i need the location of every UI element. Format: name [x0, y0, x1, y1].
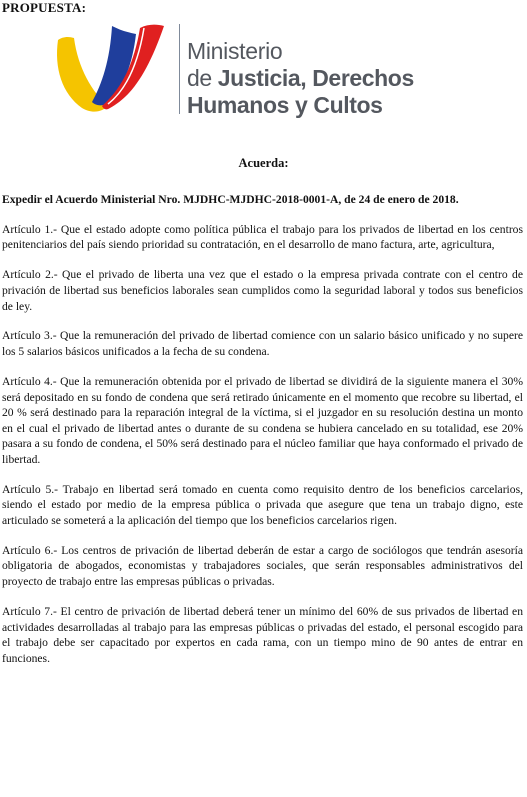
logo-divider [179, 24, 180, 114]
article-5: Artículo 5.- Trabajo en libertad será tomado en cuenta como requisito dentro de los beneficios carcelarios, siendo el estado por medio de la empresa pública o privada que asegure que tena un trabajo digno, este articulado se someterá a la aplicación del tiempo que los beneficios carcelarios rigen. [2, 482, 523, 527]
ministry-line-1: Ministerio [187, 38, 283, 64]
ministry-line-2-prefix: de [187, 65, 218, 91]
document-body [2, 192, 523, 681]
article-7: Artículo 7.- El centro de privación de libertad deberá tener un mínimo del 60% de sus privados de libertad en actividades desarrolladas al trabajo para las empresas públicas o privadas del estado, el personal escogido para el trabajo debe ser capacitado por expertos en cada rama, con un tiempo mino de 90 antes de entrar en funciones. [2, 604, 523, 665]
document-heading: PROPUESTA: [2, 0, 87, 15]
ministry-name [187, 38, 414, 119]
ministry-line-2 [187, 65, 414, 92]
ecuador-flag-swoosh-logo-icon [52, 20, 172, 120]
expedir-paragraph: Expedir el Acuerdo Ministerial Nro. MJDHC-MJDHC-2018-0001-A, de 24 de enero de 2018. [2, 193, 459, 206]
article-6: Artículo 6.- Los centros de privación de libertad deberán de estar a cargo de sociólogos que tendrán asesoría obligatoria de abogados, economistas y trabajadores sociales, que serán responsables administrativos del proyecto de trabajo entre las empresas públicas o privadas. [2, 543, 523, 589]
article-3: Artículo 3.- Que la remuneración del privado de libertad comience con un salario básico unificado y no supere los 5 salarios básicos unificados a la fecha de su condena. [2, 329, 523, 359]
article-2: Artículo 2.- Que el privado de liberta una vez que el estado o la empresa privada contrate con el centro de privación de libertad sus beneficios laborales sean cumplidos como la seguridad laboral y todos sus beneficios de ley. [2, 268, 523, 313]
ministry-line-2-bold: Justicia, Derechos [217, 65, 414, 91]
acuerda-title: Acuerda: [238, 156, 289, 170]
ministry-line-3: Humanos y Cultos [187, 92, 383, 118]
article-1: Artículo 1.- Que el estado adopte como política pública el trabajo para los privados de libertad en los centros penitenciarios del país siendo prioridad su contratación, en el desarrollo de mano factura, arte, agricultura, [2, 222, 523, 252]
article-4: Artículo 4.- Que la remuneración obtenida por el privado de libertad se dividirá de la siguiente manera el 30% será depositado en su fondo de condena que será retirado únicamente en el momento que recobre su libertad, el 20 % será destinado para la reparación integral de la víctima, si el juzgador en su resolución destina un monto en el cual el privado de libertad antes o durante de su condena se hubiera cancelado en su totalidad, ese 20% pasara a su fondo de condena, el 50% será destinado para el núcleo familiar que haya conformado el privado de libertad. [2, 374, 523, 466]
